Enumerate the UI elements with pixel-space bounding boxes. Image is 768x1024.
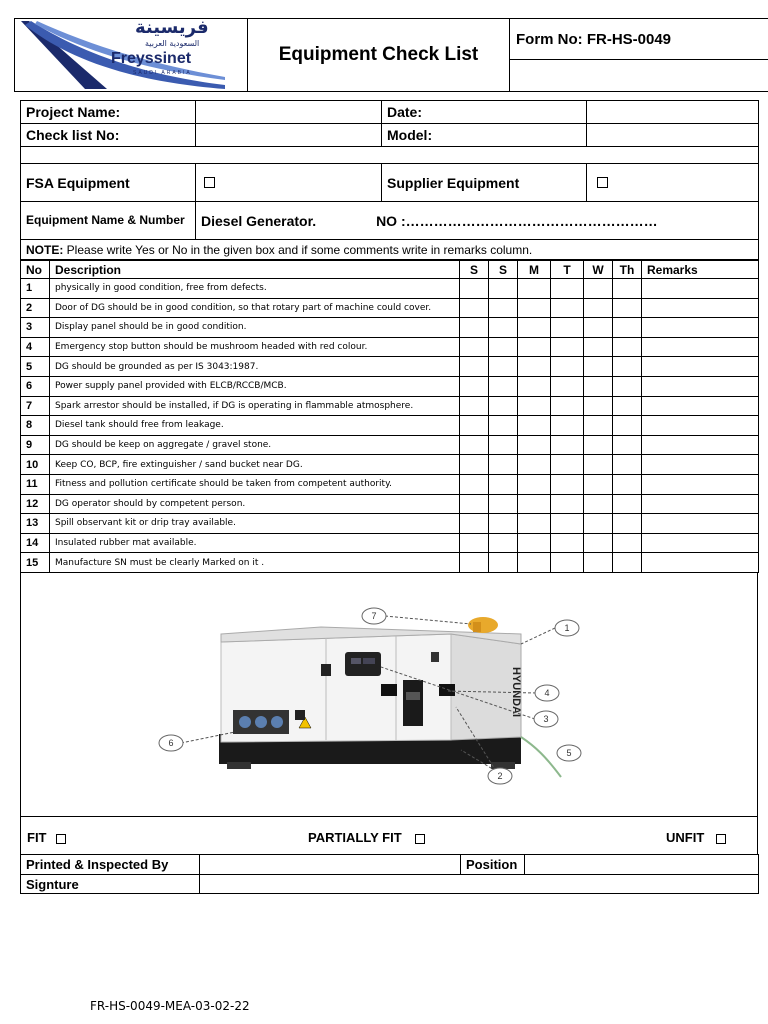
- checklist-cell-w[interactable]: [584, 318, 613, 338]
- checklist-cell-th[interactable]: [613, 357, 642, 377]
- checklist-cell-m[interactable]: [518, 298, 551, 318]
- checklist-cell-s2[interactable]: [489, 533, 518, 553]
- checklist-cell-w[interactable]: [584, 357, 613, 377]
- checklist-row: [21, 494, 759, 514]
- checklist-cell-t[interactable]: [551, 357, 584, 377]
- checklist-header-col-remarks: Remarks: [642, 261, 759, 279]
- checklist-cell-w[interactable]: [584, 376, 613, 396]
- checklist-cell-w[interactable]: [584, 494, 613, 514]
- form-number: Form No: FR-HS-0049: [510, 19, 768, 60]
- checklist-header-col-description: Description: [50, 261, 460, 279]
- checklist-cell-s2[interactable]: [489, 416, 518, 436]
- checklist-item-description: Display panel should be in good condition.: [50, 318, 460, 338]
- checklist-cell-s2[interactable]: [489, 396, 518, 416]
- checklist-row: [21, 416, 759, 436]
- model-field[interactable]: [587, 124, 759, 147]
- generator-figure-box: [20, 572, 758, 817]
- checklist-cell-m[interactable]: [518, 474, 551, 494]
- checklist-row: [21, 396, 759, 416]
- checklist-cell-w[interactable]: [584, 514, 613, 534]
- generator-brand: HYUNDAI: [510, 667, 522, 718]
- supplier-equipment-checkbox[interactable]: [597, 177, 608, 188]
- fsa-equipment-checkbox-cell: [196, 164, 382, 202]
- checklist-item-number: 1: [21, 279, 50, 299]
- checklist-item-number: 12: [21, 494, 50, 514]
- checklist-cell-s1[interactable]: [460, 494, 489, 514]
- checklist-cell-s1[interactable]: [460, 376, 489, 396]
- checklist-cell-s1[interactable]: [460, 318, 489, 338]
- form-number-blank: [510, 60, 768, 92]
- checklist-cell-th[interactable]: [613, 298, 642, 318]
- checklist-cell-remarks[interactable]: [642, 337, 759, 357]
- checklist-item-description: Spill observant kit or drip tray available.: [50, 514, 460, 534]
- checklist-cell-t[interactable]: [551, 376, 584, 396]
- checklist-item-description: DG should be keep on aggregate / gravel stone.: [50, 435, 460, 455]
- checklist-cell-m[interactable]: [518, 357, 551, 377]
- printed-inspected-field[interactable]: [200, 855, 461, 875]
- fsa-equipment-checkbox[interactable]: [204, 177, 215, 188]
- checklist-cell-t[interactable]: [551, 455, 584, 475]
- checklist-cell-s1[interactable]: [460, 553, 489, 573]
- callout-7: 7: [371, 611, 377, 621]
- model-label: Model:: [382, 124, 587, 147]
- callout-4: 4: [544, 688, 550, 698]
- checklist-row: [21, 298, 759, 318]
- checklist-item-description: DG should be grounded as per IS 3043:1987.: [50, 357, 460, 377]
- checklist-item-description: Door of DG should be in good condition, so that rotary part of machine could cover.: [50, 298, 460, 318]
- checklist-cell-m[interactable]: [518, 514, 551, 534]
- checklist-cell-s2[interactable]: [489, 494, 518, 514]
- checklist-cell-s1[interactable]: [460, 337, 489, 357]
- checklist-cell-t[interactable]: [551, 318, 584, 338]
- spacer-row: [21, 147, 759, 164]
- checklist-cell-w[interactable]: [584, 553, 613, 573]
- checklist-cell-th[interactable]: [613, 396, 642, 416]
- project-name-label: Project Name:: [21, 101, 196, 124]
- checklist-cell-th[interactable]: [613, 474, 642, 494]
- checklist-cell-s2[interactable]: [489, 279, 518, 299]
- checklist-cell-t[interactable]: [551, 435, 584, 455]
- checklist-cell-th[interactable]: [613, 416, 642, 436]
- checklist-cell-remarks[interactable]: [642, 318, 759, 338]
- checklist-cell-remarks[interactable]: [642, 553, 759, 573]
- checklist-cell-th[interactable]: [613, 337, 642, 357]
- checklist-cell-w[interactable]: [584, 416, 613, 436]
- checklist-row: [21, 533, 759, 553]
- checklist-cell-s2[interactable]: [489, 553, 518, 573]
- checklist-cell-s2[interactable]: [489, 514, 518, 534]
- callout-5: 5: [566, 748, 572, 758]
- checklist-cell-remarks[interactable]: [642, 279, 759, 299]
- form-title: Equipment Check List: [248, 19, 510, 92]
- checklist-cell-th[interactable]: [613, 318, 642, 338]
- checklist-item-description: Manufacture SN must be clearly Marked on it .: [50, 553, 460, 573]
- checklist-row: [21, 337, 759, 357]
- checklist-item-description: Power supply panel provided with ELCB/RCCB/MCB.: [50, 376, 460, 396]
- checklist-item-number: 5: [21, 357, 50, 377]
- checklist-item-number: 15: [21, 553, 50, 573]
- footer-form-code: FR-HS-0049-MEA-03-02-22: [90, 999, 250, 1013]
- logo-arabic: فريسينة: [135, 18, 209, 38]
- checklist-cell-th[interactable]: [613, 279, 642, 299]
- checklist-cell-remarks[interactable]: [642, 376, 759, 396]
- checklist-cell-w[interactable]: [584, 298, 613, 318]
- checklist-cell-t[interactable]: [551, 396, 584, 416]
- header-table: [14, 18, 768, 92]
- info-section: [20, 100, 758, 260]
- checklist-item-number: 9: [21, 435, 50, 455]
- checklist-cell-w[interactable]: [584, 455, 613, 475]
- checklist-cell-s2[interactable]: [489, 298, 518, 318]
- checklist-cell-remarks[interactable]: [642, 416, 759, 436]
- checklist-row: [21, 514, 759, 534]
- checklist-row: [21, 279, 759, 299]
- checklist-header-col-s2: S: [489, 261, 518, 279]
- checklist-cell-s1[interactable]: [460, 279, 489, 299]
- printed-inspected-label: Printed & Inspected By: [21, 855, 200, 875]
- checklist-row: [21, 474, 759, 494]
- partially-fit-checkbox[interactable]: [415, 834, 425, 844]
- checklist-cell-s1[interactable]: [460, 357, 489, 377]
- checklist-cell-s2[interactable]: [489, 455, 518, 475]
- checklist-cell-t[interactable]: [551, 298, 584, 318]
- position-label: Position: [461, 855, 525, 875]
- checklist-cell-t[interactable]: [551, 533, 584, 553]
- checklist-cell-th[interactable]: [613, 553, 642, 573]
- inspection-table: [20, 854, 759, 894]
- result-row: [20, 817, 758, 855]
- checklist-cell-w[interactable]: [584, 337, 613, 357]
- signature-field[interactable]: [200, 875, 759, 894]
- partially-fit-label: PARTIALLY FIT: [308, 830, 402, 845]
- checklist-item-description: Fitness and pollution certificate should be taken from competent authority.: [50, 474, 460, 494]
- checklist-cell-s1[interactable]: [460, 298, 489, 318]
- checklist-section: [20, 260, 758, 573]
- unfit-checkbox[interactable]: [716, 834, 726, 844]
- equipment-number-label: NO :………………………………………………: [376, 212, 658, 229]
- checklist-item-number: 6: [21, 376, 50, 396]
- checklist-cell-w[interactable]: [584, 435, 613, 455]
- note-row: [21, 240, 759, 260]
- checklist-item-number: 11: [21, 474, 50, 494]
- checklist-item-number: 2: [21, 298, 50, 318]
- checklist-item-number: 3: [21, 318, 50, 338]
- equipment-name-label: Equipment Name & Number: [21, 202, 196, 240]
- checklist-header-col-s1: S: [460, 261, 489, 279]
- checklist-cell-m[interactable]: [518, 416, 551, 436]
- checklist-cell-s1[interactable]: [460, 455, 489, 475]
- checklist-item-number: 13: [21, 514, 50, 534]
- checklist-row: [21, 553, 759, 573]
- callout-6: 6: [168, 738, 174, 748]
- checklist-header-col-w: W: [584, 261, 613, 279]
- checklist-item-description: DG operator should by competent person.: [50, 494, 460, 514]
- equipment-name-value: Diesel Generator.: [201, 212, 317, 229]
- date-field[interactable]: [587, 101, 759, 124]
- logo-region: SAUDI ARABIA: [133, 70, 192, 76]
- checklist-cell-s1[interactable]: [460, 396, 489, 416]
- checklist-header-col-no: No: [21, 261, 50, 279]
- supplier-equipment-label: Supplier Equipment: [382, 164, 587, 202]
- checklist-cell-s1[interactable]: [460, 514, 489, 534]
- checklist-cell-m[interactable]: [518, 533, 551, 553]
- checklist-cell-w[interactable]: [584, 533, 613, 553]
- equipment-name-value-cell: [196, 202, 759, 240]
- checklist-row: [21, 318, 759, 338]
- checklist-item-description: Emergency stop button should be mushroom headed with red colour.: [50, 337, 460, 357]
- checklist-cell-m[interactable]: [518, 455, 551, 475]
- checklist-no-field[interactable]: [196, 124, 382, 147]
- checklist-cell-s1[interactable]: [460, 416, 489, 436]
- checklist-cell-th[interactable]: [613, 494, 642, 514]
- checklist-cell-s1[interactable]: [460, 474, 489, 494]
- checklist-item-description: Diesel tank should free from leakage.: [50, 416, 460, 436]
- callout-1: 1: [564, 623, 570, 633]
- checklist-cell-m[interactable]: [518, 337, 551, 357]
- supplier-equipment-checkbox-cell: [587, 164, 759, 202]
- fit-checkbox[interactable]: [56, 834, 66, 844]
- checklist-cell-s1[interactable]: [460, 533, 489, 553]
- fit-option: [27, 830, 66, 845]
- checklist-cell-m[interactable]: [518, 376, 551, 396]
- checklist-cell-t[interactable]: [551, 474, 584, 494]
- checklist-cell-remarks[interactable]: [642, 435, 759, 455]
- unfit-option: [666, 830, 726, 845]
- checklist-cell-th[interactable]: [613, 455, 642, 475]
- checklist-cell-remarks[interactable]: [642, 474, 759, 494]
- info-table: [20, 100, 759, 260]
- checklist-row: [21, 455, 759, 475]
- unfit-label: UNFIT: [666, 830, 705, 845]
- checklist-cell-m[interactable]: [518, 435, 551, 455]
- checklist-cell-remarks[interactable]: [642, 514, 759, 534]
- checklist-cell-w[interactable]: [584, 396, 613, 416]
- checklist-cell-s1[interactable]: [460, 435, 489, 455]
- checklist-cell-w[interactable]: [584, 474, 613, 494]
- checklist-cell-remarks[interactable]: [642, 533, 759, 553]
- checklist-cell-remarks[interactable]: [642, 396, 759, 416]
- logo-arabic-sub: السعودية العربية: [145, 39, 200, 48]
- checklist-item-number: 10: [21, 455, 50, 475]
- project-name-field[interactable]: [196, 101, 382, 124]
- callout-2: 2: [497, 771, 503, 781]
- checklist-item-description: Keep CO, BCP, fire extinguisher / sand bucket near DG.: [50, 455, 460, 475]
- checklist-header-col-m: M: [518, 261, 551, 279]
- checklist-row: [21, 376, 759, 396]
- checklist-item-description: physically in good condition, free from defects.: [50, 279, 460, 299]
- checklist-cell-th[interactable]: [613, 533, 642, 553]
- checklist-row: [21, 357, 759, 377]
- fit-label: FIT: [27, 830, 47, 845]
- checklist-header-row: [21, 261, 759, 279]
- diesel-generator-illustration: [21, 572, 757, 816]
- checklist-cell-m[interactable]: [518, 318, 551, 338]
- checklist-cell-th[interactable]: [613, 376, 642, 396]
- inspection-section: [20, 854, 758, 894]
- checklist-cell-t[interactable]: [551, 337, 584, 357]
- checklist-cell-w[interactable]: [584, 279, 613, 299]
- checklist-item-number: 4: [21, 337, 50, 357]
- checklist-item-description: Spark arrestor should be installed, if DG is operating in flammable atmosphere.: [50, 396, 460, 416]
- checklist-cell-s2[interactable]: [489, 318, 518, 338]
- checklist-item-number: 14: [21, 533, 50, 553]
- checklist-cell-t[interactable]: [551, 494, 584, 514]
- checklist-cell-s2[interactable]: [489, 357, 518, 377]
- checklist-cell-t[interactable]: [551, 514, 584, 534]
- fsa-equipment-label: FSA Equipment: [21, 164, 196, 202]
- checklist-cell-remarks[interactable]: [642, 455, 759, 475]
- checklist-header-col-th: Th: [613, 261, 642, 279]
- checklist-cell-m[interactable]: [518, 494, 551, 514]
- checklist-cell-remarks[interactable]: [642, 357, 759, 377]
- checklist-cell-s2[interactable]: [489, 474, 518, 494]
- partially-fit-option: [308, 830, 425, 845]
- position-field[interactable]: [525, 855, 759, 875]
- checklist-cell-th[interactable]: [613, 435, 642, 455]
- checklist-cell-s2[interactable]: [489, 337, 518, 357]
- checklist-row: [21, 435, 759, 455]
- note-text: Please write Yes or No in the given box and if some comments write in remarks column.: [63, 242, 533, 257]
- checklist-item-number: 7: [21, 396, 50, 416]
- checklist-cell-m[interactable]: [518, 553, 551, 573]
- form-header: [14, 18, 768, 91]
- date-label: Date:: [382, 101, 587, 124]
- checklist-cell-t[interactable]: [551, 553, 584, 573]
- checklist-cell-th[interactable]: [613, 514, 642, 534]
- checklist-cell-s2[interactable]: [489, 376, 518, 396]
- callout-3: 3: [543, 714, 549, 724]
- note-prefix: NOTE:: [26, 242, 64, 257]
- checklist-item-description: Insulated rubber mat available.: [50, 533, 460, 553]
- checklist-table: [20, 260, 759, 573]
- checklist-cell-t[interactable]: [551, 416, 584, 436]
- checklist-cell-s2[interactable]: [489, 435, 518, 455]
- logo-cell: [15, 19, 248, 92]
- checklist-no-label: Check list No:: [21, 124, 196, 147]
- logo-name: Freyssinet: [111, 50, 192, 67]
- signature-label: Signture: [21, 875, 200, 894]
- checklist-cell-m[interactable]: [518, 279, 551, 299]
- checklist-cell-remarks[interactable]: [642, 298, 759, 318]
- checklist-cell-t[interactable]: [551, 279, 584, 299]
- checklist-cell-remarks[interactable]: [642, 494, 759, 514]
- checklist-item-number: 8: [21, 416, 50, 436]
- checklist-header-col-t: T: [551, 261, 584, 279]
- checklist-cell-m[interactable]: [518, 396, 551, 416]
